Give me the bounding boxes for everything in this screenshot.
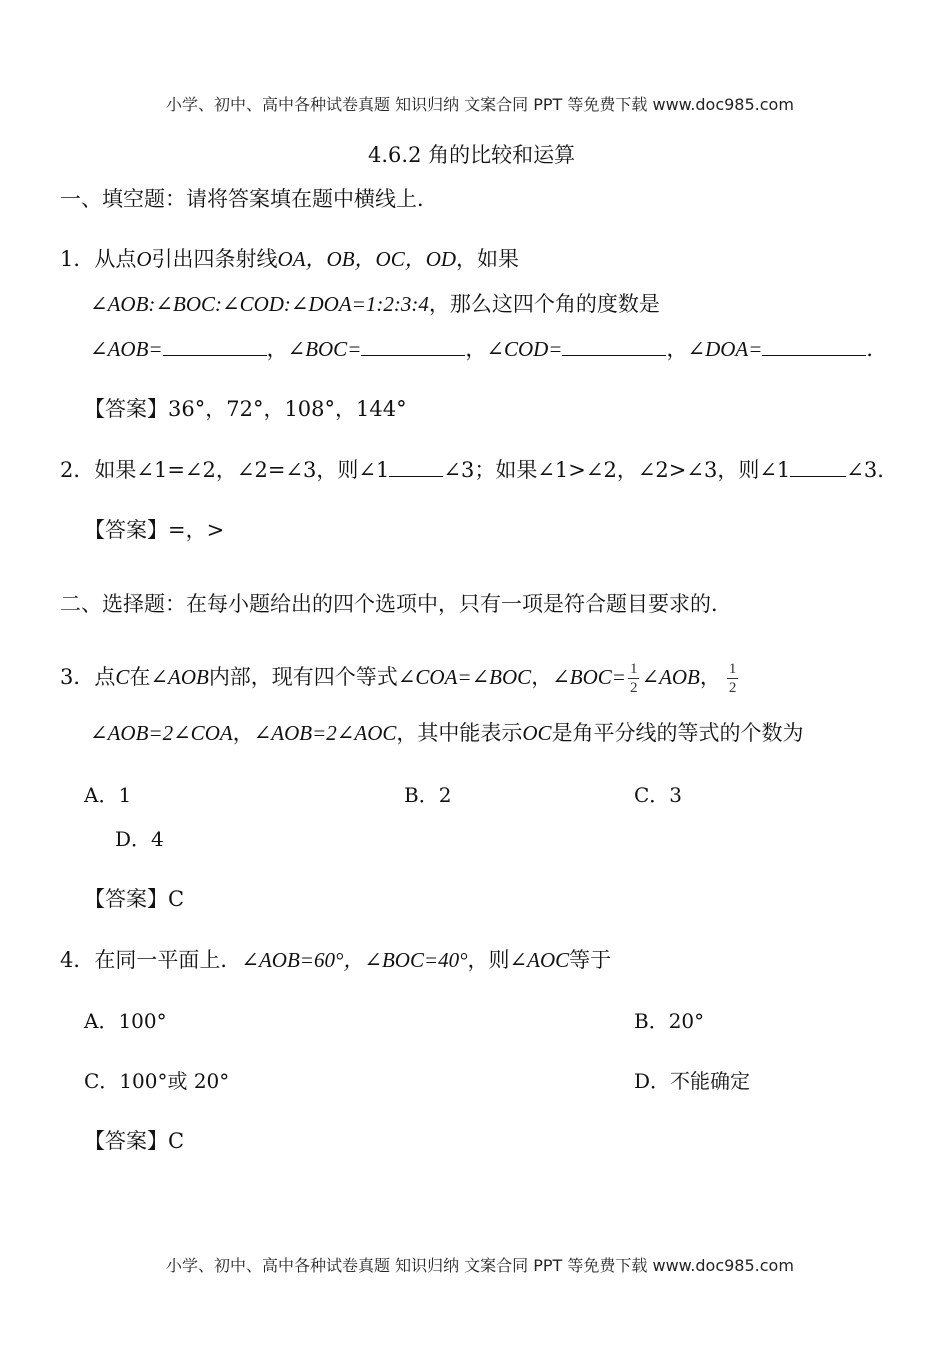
page-footer: 小学、初中、高中各种试卷真题 知识归纳 文案合同 PPT 等免费下载 www.doc985.com: [166, 1256, 794, 1275]
answer-1: [84, 393, 407, 423]
answer-blank[interactable]: [361, 337, 465, 356]
q2-text: 如果∠1=∠2，∠2=∠3，则∠1: [94, 458, 390, 482]
fraction-numerator: 1: [728, 661, 737, 677]
q4-text: ，则: [467, 948, 510, 972]
section-fill-blank-heading: 一、填空题：请将答案填在题中横线上．: [60, 187, 438, 211]
answer-value: 36°，72°，108°，144°: [168, 397, 407, 421]
question-4: [60, 944, 611, 974]
q3-option-c[interactable]: C．3: [634, 783, 683, 807]
separator: ，: [666, 337, 688, 361]
q1-angle-aob: ∠AOB=: [90, 337, 163, 361]
q3-text: 点: [94, 665, 116, 689]
question-3-line-1: [60, 660, 740, 697]
question-1-line-1: [60, 243, 519, 273]
q3-ray-oc: OC: [522, 721, 552, 745]
q3-text: 在: [129, 665, 151, 689]
answer-4: [84, 1125, 184, 1155]
question-3-line-2: [90, 717, 804, 747]
separator: ，: [232, 721, 254, 745]
fraction-denominator: 2: [728, 680, 737, 696]
question-number: 4．: [60, 948, 95, 972]
answer-label: 【答案】: [84, 397, 168, 421]
answer-blank[interactable]: [790, 458, 846, 477]
q3-point-c: C: [115, 665, 130, 689]
q1-text: 从点: [94, 247, 137, 271]
question-1-line-3: [90, 333, 887, 363]
q1-text: ，如果: [456, 247, 520, 271]
q4-option-d[interactable]: D．不能确定: [634, 1069, 751, 1093]
fraction-numerator: 1: [629, 661, 638, 677]
separator: ，: [266, 337, 288, 361]
q4-given-angles: ∠AOB=60°，∠BOC=40°: [241, 948, 468, 972]
q4-angle-aoc: ∠AOC: [509, 948, 570, 972]
q3-equation-2: ∠BOC=: [552, 665, 626, 689]
q3-text: 是角平分线的等式的个数为: [551, 721, 804, 745]
q1-angle-boc: ∠BOC=: [287, 337, 362, 361]
q3-option-d[interactable]: D．4: [115, 827, 164, 851]
q3-equation-3: ∠AOB=2∠COA: [90, 721, 233, 745]
q1-ratio: ∠AOB:∠BOC:∠COD:∠DOA=1:2:3:4: [90, 292, 429, 316]
answer-value: C: [168, 887, 185, 911]
answer-value: =，>: [168, 518, 225, 542]
answer-3: [84, 883, 184, 913]
fraction-half: [628, 660, 640, 697]
page-header: 小学、初中、高中各种试卷真题 知识归纳 文案合同 PPT 等免费下载 www.doc985.com: [166, 95, 794, 114]
q3-option-a[interactable]: A．1: [84, 783, 132, 807]
question-number: 1．: [60, 247, 95, 271]
answer-label: 【答案】: [84, 518, 168, 542]
q3-option-b[interactable]: B．2: [404, 783, 452, 807]
q1-angle-cod: ∠COD=: [486, 337, 563, 361]
q1-rays: OA，OB，OC，OD: [277, 247, 457, 271]
answer-blank[interactable]: [163, 337, 267, 356]
question-number: 2．: [60, 458, 95, 482]
q1-text: ，那么这四个角的度数是: [428, 292, 660, 316]
answer-value: C: [168, 1129, 185, 1153]
q3-angle: ∠AOB: [150, 665, 209, 689]
section-choice-heading: 二、选择题：在每小题给出的四个选项中，只有一项是符合题目要求的．: [60, 592, 732, 616]
q3-equation-1: ∠COA=∠BOC: [397, 665, 532, 689]
fraction-denominator: 2: [629, 680, 638, 696]
q4-text: 等于: [569, 948, 612, 972]
answer-blank[interactable]: [762, 337, 866, 356]
q2-text: ∠3．: [846, 458, 899, 482]
answer-2: [84, 514, 224, 544]
q3-text: ，其中能表示: [396, 721, 523, 745]
page-title: 4.6.2 角的比较和运算: [368, 143, 576, 167]
q1-text: 引出四条射线: [151, 247, 278, 271]
question-number: 3．: [60, 665, 95, 689]
q3-text: 内部，现有四个等式: [208, 665, 398, 689]
answer-blank[interactable]: [562, 337, 666, 356]
period: ．: [866, 337, 888, 361]
fraction-half: [727, 660, 739, 697]
q1-angle-doa: ∠DOA=: [687, 337, 763, 361]
q3-equation-2: ∠AOB: [641, 665, 700, 689]
q4-option-c[interactable]: C．100°或 20°: [84, 1069, 230, 1093]
q4-option-b[interactable]: B．20°: [634, 1009, 705, 1033]
q4-text: 在同一平面上．: [94, 948, 242, 972]
answer-label: 【答案】: [84, 1129, 168, 1153]
separator: ，: [699, 665, 721, 689]
q1-point-o: O: [136, 247, 152, 271]
separator: ，: [465, 337, 487, 361]
q4-option-a[interactable]: A．100°: [84, 1009, 167, 1033]
answer-blank[interactable]: [389, 458, 443, 477]
separator: ，: [531, 665, 553, 689]
question-1-line-2: [90, 288, 660, 318]
q2-text: ∠3；如果∠1>∠2，∠2>∠3，则∠1: [443, 458, 791, 482]
q3-equation-4: ∠AOB=2∠AOC: [253, 721, 397, 745]
answer-label: 【答案】: [84, 887, 168, 911]
question-2: [60, 454, 898, 484]
